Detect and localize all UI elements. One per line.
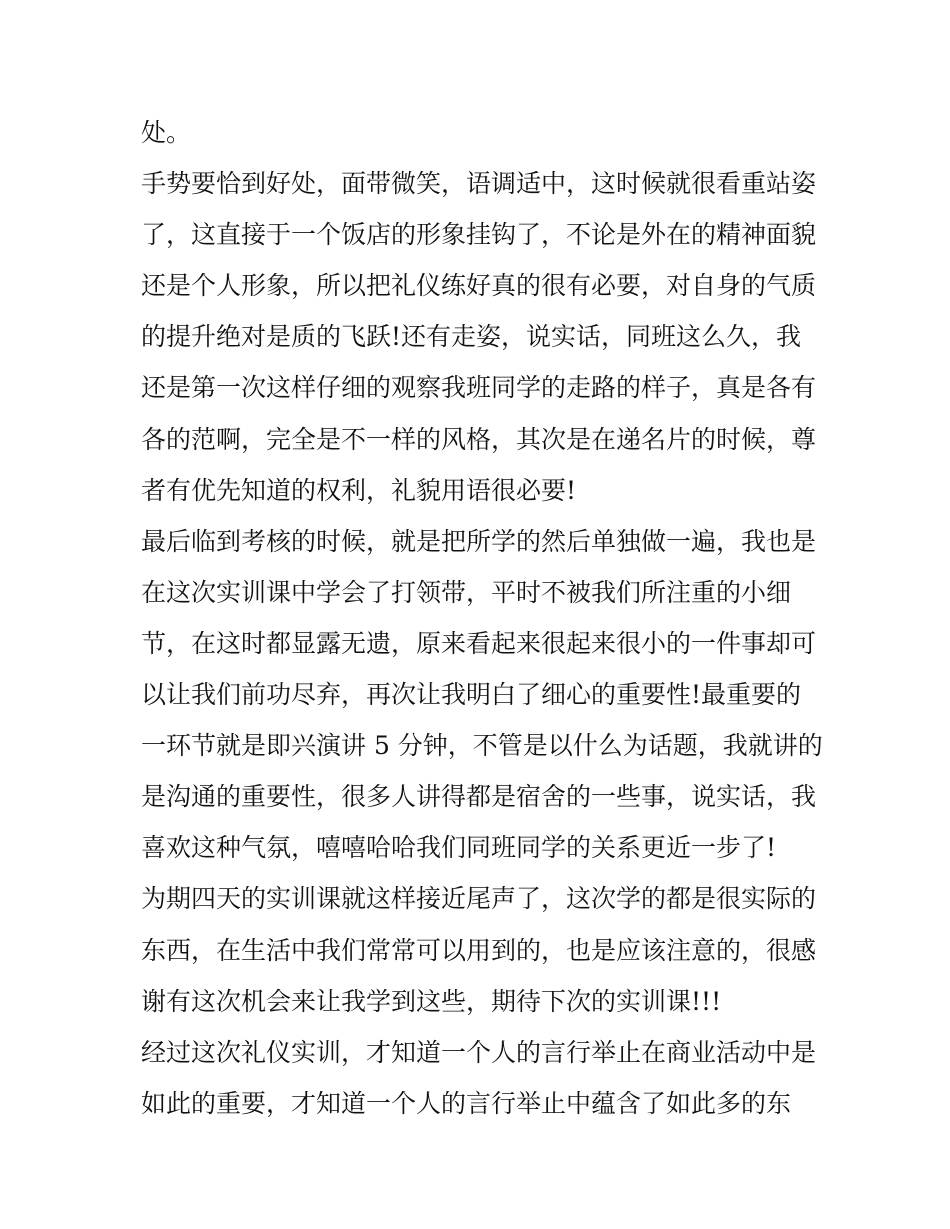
text-line-13: 一环节就是即兴演讲 5 分钟，不管是以什么为话题，我就讲的 [141,731,823,761]
text-line-17: 东西，在生活中我们常常可以用到的，也是应该注意的，很感 [141,935,817,965]
text-line-3: 了，这直接于一个饭店的形象挂钩了，不论是外在的精神面貌 [141,220,817,250]
text-line-5: 的提升绝对是质的飞跃!还有走姿，说实话，同班这么久，我 [141,322,802,352]
text-line-2: 手势要恰到好处，面带微笑，语调适中，这时候就很看重站姿 [141,169,817,199]
text-line-6: 还是第一次这样仔细的观察我班同学的走路的样子，真是各有 [141,373,817,403]
text-line-15: 喜欢这种气氛，嘻嘻哈哈我们同班同学的关系更近一步了! [141,833,777,863]
text-line-1: 处。 [141,118,192,147]
text-line-9: 最后临到考核的时候，就是把所学的然后单独做一遍，我也是 [141,526,817,556]
text-line-16: 为期四天的实训课就这样接近尾声了，这次学的都是很实际的 [141,884,817,914]
text-line-18: 谢有这次机会来让我学到这些，期待下次的实训课!!! [141,986,722,1016]
text-line-12: 以让我们前功尽弃，再次让我明白了细心的重要性!最重要的 [141,680,802,710]
text-line-14: 是沟通的重要性，很多人讲得都是宿舍的一些事，说实话，我 [141,782,817,812]
text-line-4: 还是个人形象，所以把礼仪练好真的很有必要，对自身的气质 [141,271,817,301]
text-line-8: 者有优先知道的权利，礼貌用语很必要! [141,475,577,505]
body-text [141,107,823,1129]
text-line-7: 各的范啊，完全是不一样的风格，其次是在递名片的时候，尊 [141,424,817,454]
text-line-10: 在这次实训课中学会了打领带，平时不被我们所注重的小细 [141,577,792,607]
text-line-20: 如此的重要，才知道一个人的言行举止中蕴含了如此多的东 [141,1088,792,1118]
text-line-11: 节，在这时都显露无遗，原来看起来很起来很小的一件事却可 [141,628,817,658]
text-line-19: 经过这次礼仪实训，才知道一个人的言行举止在商业活动中是 [141,1037,817,1067]
